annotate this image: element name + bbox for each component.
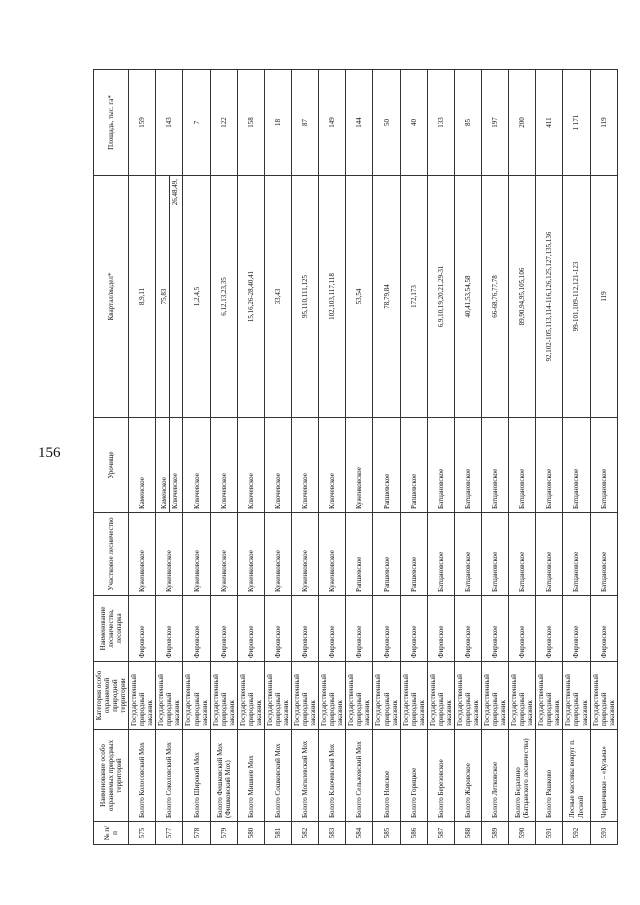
row-tract: Батцановское: [509, 418, 536, 513]
row-district: Куженковское: [210, 513, 237, 596]
row-category: Государственный природный заказник: [509, 662, 536, 730]
row-tract: Рапшевское: [400, 418, 427, 513]
row-number: 582: [292, 822, 319, 845]
row-category: Государственный природный заказник: [536, 662, 563, 730]
row-name: Болото Ключевский Мох: [319, 730, 346, 822]
page-number: 156: [38, 445, 61, 461]
row-tract: Ключевское: [292, 418, 319, 513]
row-district: Батцановское: [509, 513, 536, 596]
row-name: Болото Фешковский Мох (Фишковский Мох): [210, 730, 237, 822]
header-forestry: Наименование лесничества, лесопарка: [94, 596, 129, 662]
row-number: 591: [536, 822, 563, 845]
row-tract: [156, 418, 183, 513]
table-body: [129, 70, 618, 845]
row-category: Государственный природный заказник: [183, 662, 210, 730]
row-name: Болото Жаровское: [454, 730, 481, 822]
row-area: 133: [427, 70, 454, 176]
row-area: 159: [129, 70, 156, 176]
row-tract: Ключевское: [237, 418, 264, 513]
row-area: 144: [346, 70, 373, 176]
row-district: Батцановское: [427, 513, 454, 596]
row-area: 158: [237, 70, 264, 176]
row-category: Государственный природный заказник: [156, 662, 183, 730]
row-name: Болото Соколовский Мох: [156, 730, 183, 822]
table-row: [373, 70, 400, 845]
row-district: Батцановское: [563, 513, 590, 596]
row-name: Болото Ряшково: [536, 730, 563, 822]
row-tract: Ключевское: [264, 418, 291, 513]
row-area: 40: [400, 70, 427, 176]
row-name: Болото Могилевский Мох: [292, 730, 319, 822]
header-district: Участковое лесничество: [94, 513, 129, 596]
row-tract: Батцановское: [536, 418, 563, 513]
rotated-table-wrapper: [93, 70, 615, 845]
row-name: Болото Широкий Мох: [183, 730, 210, 822]
row-district: Куженковское: [292, 513, 319, 596]
tract-item: Каменское: [159, 418, 170, 512]
table-row: [482, 70, 509, 845]
row-forestry: Фировское: [264, 596, 291, 662]
row-number: 575: [129, 822, 156, 845]
row-number: 590: [509, 822, 536, 845]
row-area: 200: [509, 70, 536, 176]
row-name: Черничники – «Кузьма»: [590, 730, 617, 822]
row-district: Куженковское: [156, 513, 183, 596]
row-tract: Рапшевское: [373, 418, 400, 513]
row-quarter: 78,79,84: [373, 176, 400, 418]
row-district: Батцановское: [482, 513, 509, 596]
row-number: 587: [427, 822, 454, 845]
row-forestry: Фировское: [183, 596, 210, 662]
row-area: 50: [373, 70, 400, 176]
row-area: 143: [156, 70, 183, 176]
row-quarter: 95,110,111,125: [292, 176, 319, 418]
row-quarter: 66-68,76,77,78: [482, 176, 509, 418]
row-number: 578: [183, 822, 210, 845]
row-district: Батцановское: [454, 513, 481, 596]
header-area: Площадь, тыс. га*: [94, 70, 129, 176]
protected-areas-table: [93, 69, 618, 845]
row-forestry: Фировское: [400, 596, 427, 662]
table-row: [563, 70, 590, 845]
row-district: Куженковское: [183, 513, 210, 596]
row-category: Государственный природный заказник: [590, 662, 617, 730]
row-number: 584: [346, 822, 373, 845]
row-name: Болото Мишнев Мох: [237, 730, 264, 822]
row-forestry: Фировское: [563, 596, 590, 662]
table-row: [454, 70, 481, 845]
row-quarter: 40,41,53,54,58: [454, 176, 481, 418]
row-tract: Каменское: [129, 418, 156, 513]
row-category: Государственный природный заказник: [346, 662, 373, 730]
row-number: 592: [563, 822, 590, 845]
table-row: [400, 70, 427, 845]
table-row: [319, 70, 346, 845]
row-category: Государственный природный заказник: [292, 662, 319, 730]
header-name: Наименование особо охраняемых природных территорий: [94, 730, 129, 822]
row-quarter: 119: [590, 176, 617, 418]
table-header: [94, 70, 129, 845]
row-number: 580: [237, 822, 264, 845]
row-district: Куженковское: [237, 513, 264, 596]
row-category: Государственный природный заказник: [319, 662, 346, 730]
row-quarter: 172,173: [400, 176, 427, 418]
row-forestry: Фировское: [427, 596, 454, 662]
table-row: [210, 70, 237, 845]
quarter-item: 75,83: [159, 176, 170, 417]
row-area: 119: [590, 70, 617, 176]
header-number: № п/п: [94, 822, 129, 845]
table-row: [346, 70, 373, 845]
table-row: [590, 70, 617, 845]
row-tract: Куженковское: [346, 418, 373, 513]
row-category: Государственный природный заказник: [264, 662, 291, 730]
row-quarter: 6,12,13,23,35: [210, 176, 237, 418]
row-district: Куженковское: [129, 513, 156, 596]
table-row: [427, 70, 454, 845]
row-tract: Ключевское: [183, 418, 210, 513]
row-name: Болото Колосовский Мох: [129, 730, 156, 822]
quarter-item: 26,48,49,: [170, 179, 179, 206]
row-forestry: Фировское: [590, 596, 617, 662]
row-name: Болото Сельжевский Мох: [346, 730, 373, 822]
row-area: 122: [210, 70, 237, 176]
row-category: Государственный природный заказник: [454, 662, 481, 730]
row-category: Государственный природный заказник: [210, 662, 237, 730]
row-name: Болото Березовское: [427, 730, 454, 822]
row-number: 586: [400, 822, 427, 845]
row-forestry: Фировское: [509, 596, 536, 662]
row-quarter: 89,90,94,95,105,106: [509, 176, 536, 418]
row-number: 579: [210, 822, 237, 845]
row-forestry: Фировское: [156, 596, 183, 662]
row-quarter: 1,2,4,5: [183, 176, 210, 418]
row-tract: Ключевское: [319, 418, 346, 513]
table-row: [264, 70, 291, 845]
row-area: 149: [319, 70, 346, 176]
row-quarter: 6,9,10,19,20,21,29-31: [427, 176, 454, 418]
header-category: Категория особо охраняемой природной территории: [94, 662, 129, 730]
row-district: Рапшевское: [400, 513, 427, 596]
table-row: [509, 70, 536, 845]
row-name: Болото Сошковский Мох: [264, 730, 291, 822]
table-row: [536, 70, 563, 845]
row-tract: Батцановское: [590, 418, 617, 513]
row-forestry: Фировское: [454, 596, 481, 662]
row-quarter: 102,103,117,118: [319, 176, 346, 418]
row-district: Рапшевское: [373, 513, 400, 596]
row-category: Государственный природный заказник: [563, 662, 590, 730]
row-quarter: 53,54: [346, 176, 373, 418]
row-number: 593: [590, 822, 617, 845]
row-area: 411: [536, 70, 563, 176]
row-area: 7: [183, 70, 210, 176]
row-tract: Ключевское: [210, 418, 237, 513]
row-district: Рапшевское: [346, 513, 373, 596]
header-quarter: Квартал/выдел*: [94, 176, 129, 418]
row-number: 577: [156, 822, 183, 845]
row-category: Государственный природный заказник: [129, 662, 156, 730]
row-category: Государственный природный заказник: [482, 662, 509, 730]
row-tract: Батцановское: [482, 418, 509, 513]
row-area: 1 171: [563, 70, 590, 176]
row-area: 87: [292, 70, 319, 176]
table-row: [292, 70, 319, 845]
row-area: 85: [454, 70, 481, 176]
row-district: Батцановское: [590, 513, 617, 596]
row-quarter: [156, 176, 183, 418]
row-name: Болото Летковское: [482, 730, 509, 822]
tract-item: Ключевское: [170, 473, 179, 509]
row-forestry: Фировское: [292, 596, 319, 662]
row-name: Болото Горицкое: [400, 730, 427, 822]
table-row: [156, 70, 183, 845]
row-category: Государственный природный заказник: [237, 662, 264, 730]
row-quarter: 92,102-105,113,114-116,126,125,127,135,136: [536, 176, 563, 418]
row-number: 589: [482, 822, 509, 845]
table-row: [129, 70, 156, 845]
row-forestry: Фировское: [536, 596, 563, 662]
row-name: Лесные массивы вокруг п. Лесной: [563, 730, 590, 822]
row-district: Батцановское: [536, 513, 563, 596]
row-forestry: Фировское: [346, 596, 373, 662]
row-category: Государственный природный заказник: [373, 662, 400, 730]
header-tract: Урочище: [94, 418, 129, 513]
row-forestry: Фировское: [210, 596, 237, 662]
row-number: 585: [373, 822, 400, 845]
row-quarter: 15,16,26-28,40,41: [237, 176, 264, 418]
table-row: [237, 70, 264, 845]
table-row: [183, 70, 210, 845]
row-district: Куженковское: [319, 513, 346, 596]
row-forestry: Фировское: [129, 596, 156, 662]
row-category: Государственный природный заказник: [400, 662, 427, 730]
row-area: 197: [482, 70, 509, 176]
row-tract: Батцановское: [427, 418, 454, 513]
row-forestry: Фировское: [373, 596, 400, 662]
row-district: Куженковское: [264, 513, 291, 596]
row-name: Болото Новское: [373, 730, 400, 822]
row-forestry: Фировское: [482, 596, 509, 662]
row-quarter: 8,9,11: [129, 176, 156, 418]
row-forestry: Фировское: [319, 596, 346, 662]
row-number: 588: [454, 822, 481, 845]
row-category: Государственный природный заказник: [427, 662, 454, 730]
row-number: 581: [264, 822, 291, 845]
row-number: 583: [319, 822, 346, 845]
row-forestry: Фировское: [237, 596, 264, 662]
row-area: 18: [264, 70, 291, 176]
row-name: Болото Бедалино (Батцанского лесничества): [509, 730, 536, 822]
row-tract: Батцановское: [454, 418, 481, 513]
row-quarter: 33,43: [264, 176, 291, 418]
row-tract: Батцановское: [563, 418, 590, 513]
row-quarter: 99-101,109-112,121-123: [563, 176, 590, 418]
